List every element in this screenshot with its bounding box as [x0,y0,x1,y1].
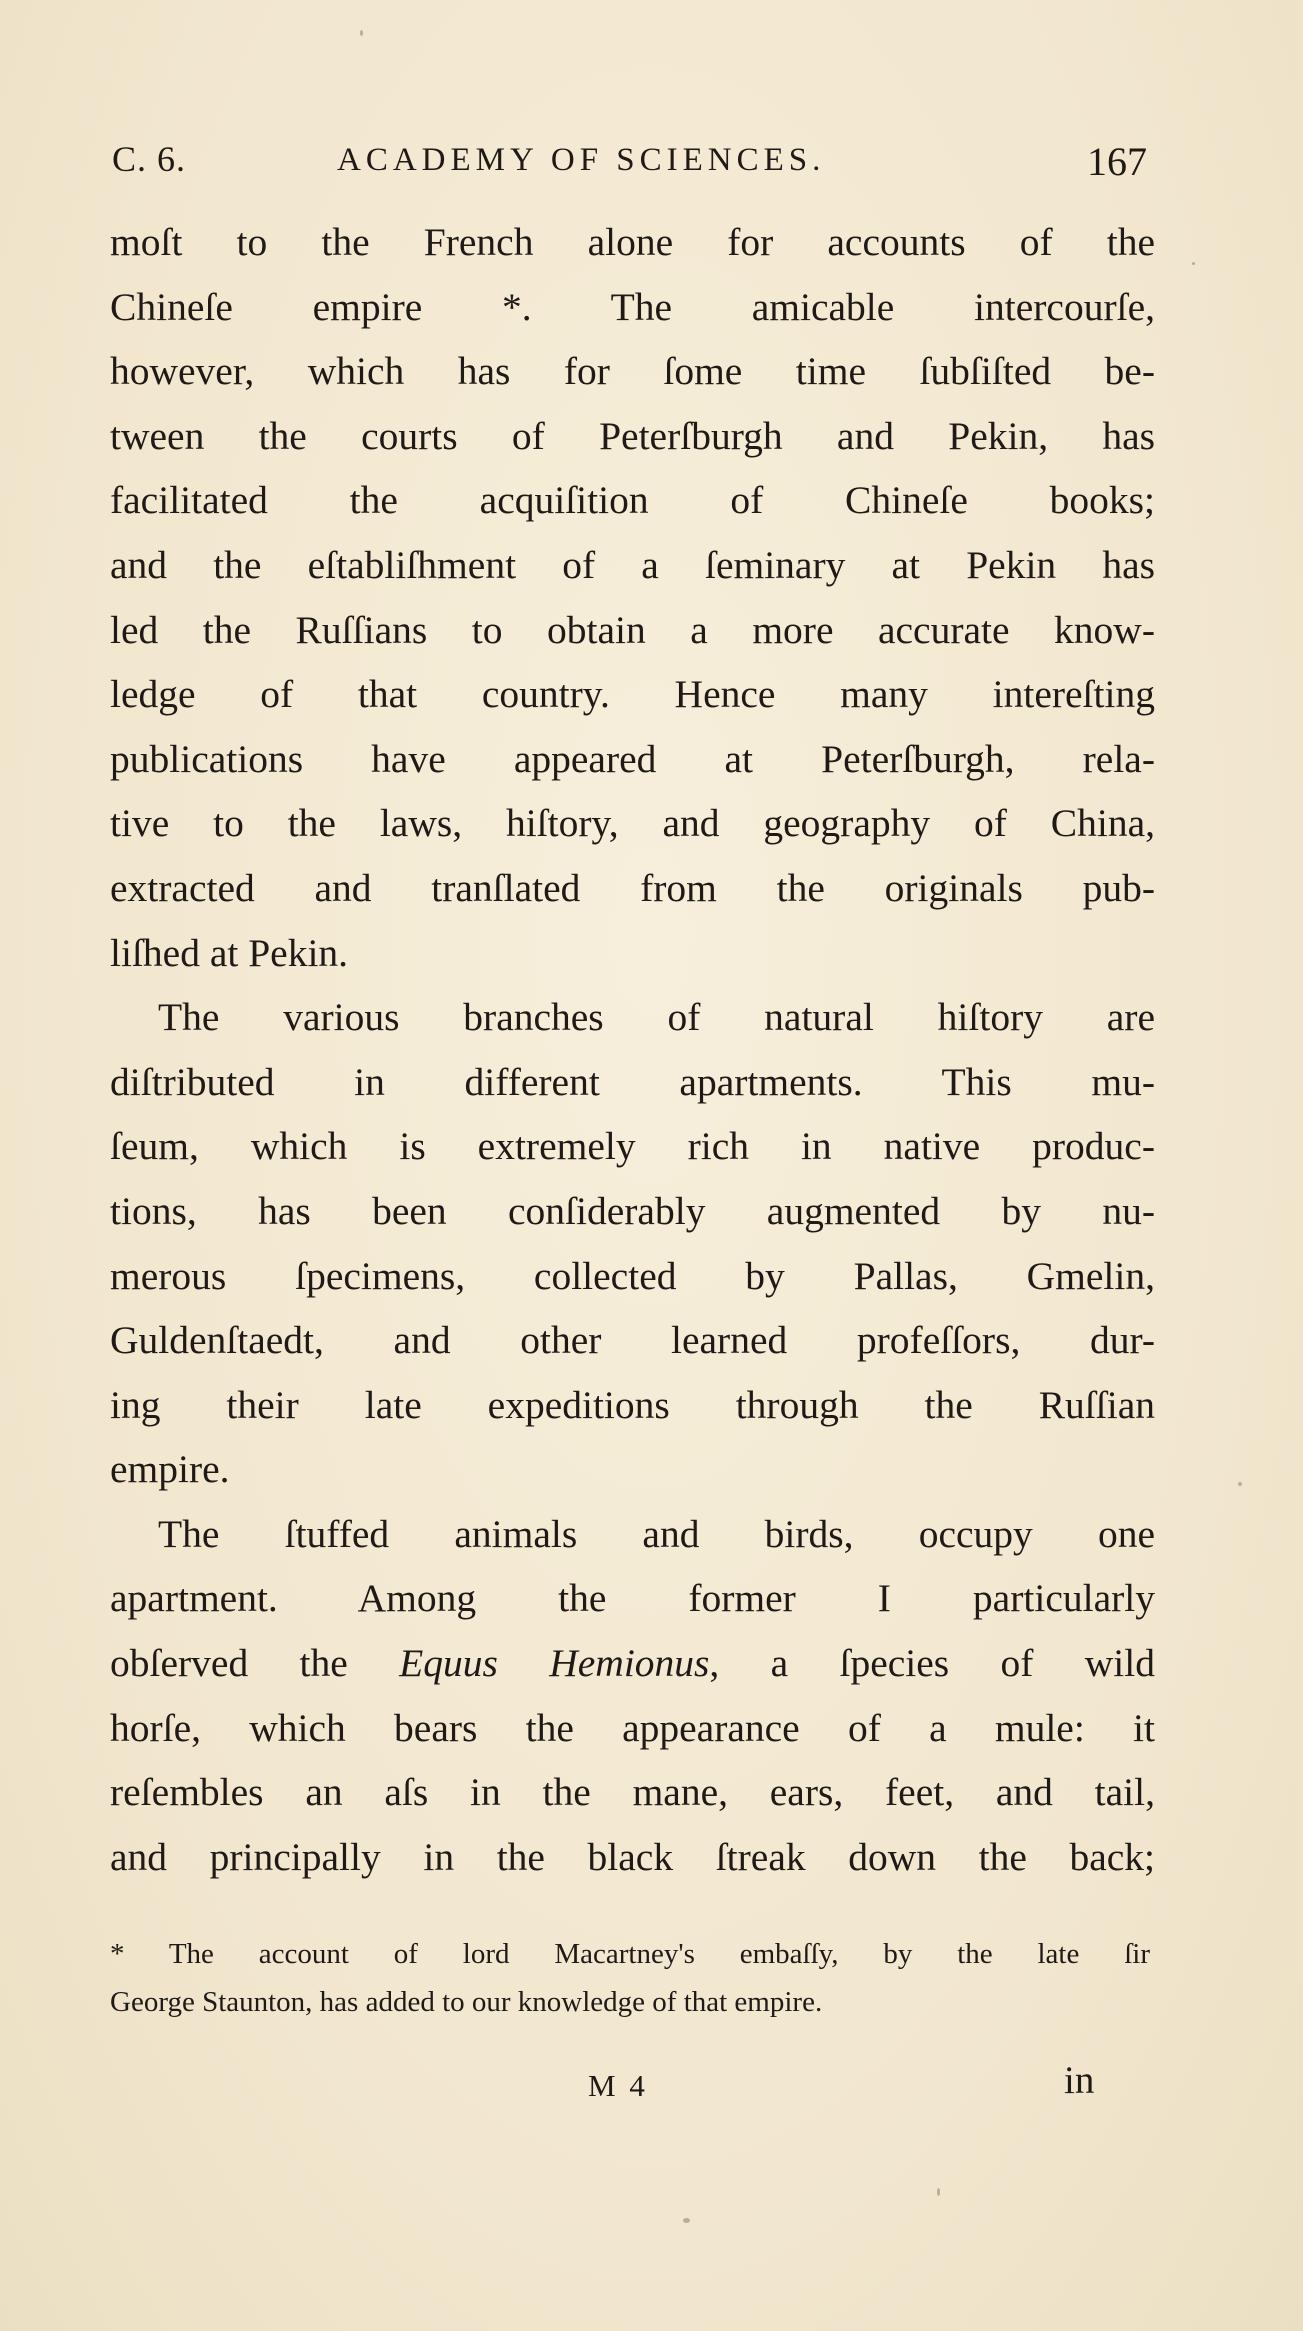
text-line: ſeum, which is extremely rich in native produc- [110,1124,1155,1169]
text-line: moſt to the French alone for accounts of the [110,220,1155,264]
text-line: and principally in the black ſtreak down the back; [110,1834,1155,1879]
text-line: tween the courts of Peterſburgh and Pekin, has [110,413,1155,458]
footnote-line: * The account of lord Macartney's embaſſy, by the late ſir [110,1938,1150,1970]
catchword: in [1064,2059,1095,2102]
text-line: apartment. Among the former I particularly [110,1576,1155,1621]
text-line: tions, has been conſiderably augmented by nu- [110,1188,1155,1233]
paper-speck [360,30,363,36]
paper-speck [1192,262,1195,265]
running-header [112,138,1147,188]
paragraph-start-line: The various branches of natural hiſtory are [158,995,1155,1040]
paragraph-start-line: The ſtuffed animals and birds, occupy one [158,1511,1155,1556]
text-line: however, which has for ſome time ſubſiſted be- [110,349,1155,394]
species-name: Equus Hemionus [399,1641,710,1686]
paper-speck [1238,1482,1242,1486]
text-line: horſe, which bears the appearance of a mule: it [110,1705,1155,1750]
chapter-reference: C. 6. [112,139,187,179]
text-line [110,1631,1155,1696]
text-line: publications have appeared at Peterſburgh, rela- [110,736,1155,781]
running-title: ACADEMY OF SCIENCES. [337,142,826,178]
text-line: diſtributed in different apartments. This mu- [110,1059,1155,1104]
text-line: empire. [110,1447,230,1492]
paper-speck [683,2218,690,2223]
text-segment: , a ſpecies of wild [709,1641,1155,1686]
text-segment: obſerved the [110,1641,400,1686]
text-line: reſembles an aſs in the mane, ears, feet, and tail, [110,1770,1155,1815]
text-line: ing their late expeditions through the Ruſſian [110,1382,1155,1427]
text-line: Chineſe empire *. The amicable intercourſe, [110,284,1155,329]
text-line: led the Ruſſians to obtain a more accurate know- [110,607,1155,652]
footnote [110,1930,1150,2026]
paper-speck [937,2188,940,2196]
text-line: and the eſtabliſhment of a ſeminary at Pekin has [110,542,1155,587]
text-line: extracted and tranſlated from the originals pub- [110,865,1155,910]
text-line: ledge of that country. Hence many intereſting [110,672,1155,717]
text-line: liſhed at Pekin. [110,930,349,975]
text-line: Guldenſtaedt, and other learned profeſſors, dur- [110,1318,1155,1363]
text-line: merous ſpecimens, collected by Pallas, Gmelin, [110,1253,1155,1298]
text-line: tive to the laws, hiſtory, and geography of China, [110,801,1155,846]
signature-mark: M 4 [588,2068,648,2103]
body-text [110,210,1155,1889]
page-number: 167 [1087,139,1147,184]
footnote-line: George Staunton, has added to our knowledge of that empire. [110,1986,823,2018]
text-line: facilitated the acquiſition of Chineſe books; [110,478,1155,523]
